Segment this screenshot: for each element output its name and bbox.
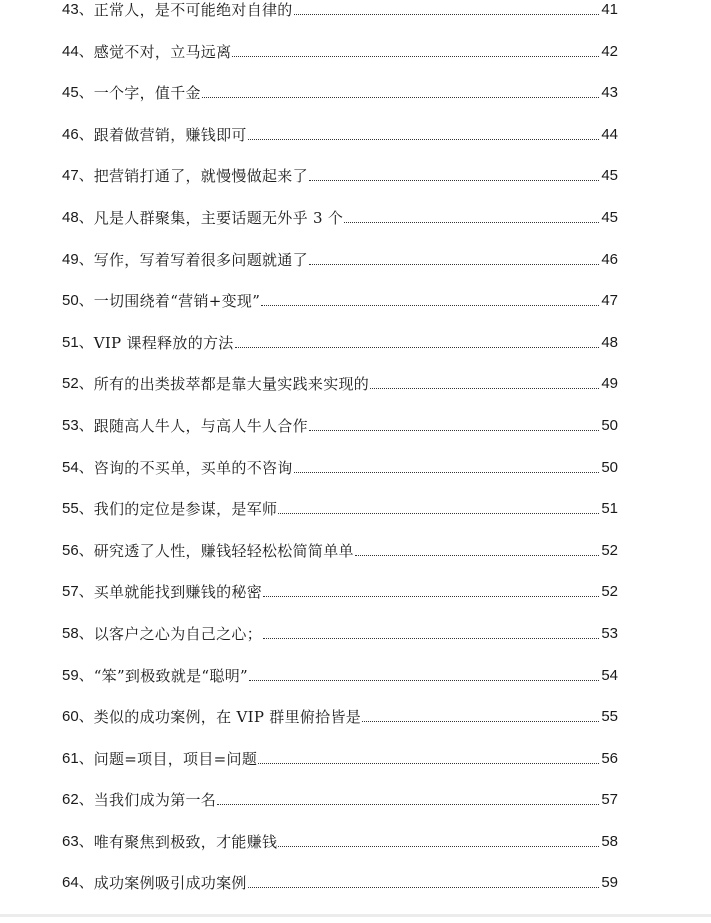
entry-page-number: 45 <box>601 208 618 226</box>
dot-leader <box>309 264 599 265</box>
entry-page-number: 49 <box>601 375 618 393</box>
entry-number: 61、 <box>62 749 94 767</box>
entry-page-number: 51 <box>601 500 618 518</box>
entry-title: 写作，写着写着很多问题就通了 <box>93 250 308 269</box>
entry-number: 43、 <box>62 1 94 18</box>
entry-title: 一个字，值千金 <box>93 84 201 103</box>
dot-leader <box>232 56 599 57</box>
toc-entry[interactable] <box>62 611 618 653</box>
entry-page-number: 41 <box>601 1 618 18</box>
toc-entry[interactable] <box>62 653 618 695</box>
entry-number: 44、 <box>62 42 94 60</box>
dot-leader <box>248 887 600 888</box>
entry-page-number: 54 <box>601 666 618 684</box>
entry-title: 成功案例吸引成功案例 <box>93 874 247 893</box>
toc-entry[interactable] <box>62 154 618 196</box>
dot-leader <box>249 680 599 681</box>
dot-leader <box>258 763 599 764</box>
entry-number: 46、 <box>62 125 94 143</box>
entry-title: 买单就能找到赚钱的秘密 <box>93 583 262 602</box>
entry-title: 研究透了人性，赚钱轻轻松松简简单单 <box>93 541 354 560</box>
entry-title: 跟着做营销，赚钱即可 <box>93 125 247 144</box>
entry-number: 64、 <box>62 874 94 892</box>
entry-title: 把营销打通了，就慢慢做起来了 <box>93 167 308 186</box>
dot-leader <box>278 846 599 847</box>
dot-leader <box>362 721 599 722</box>
entry-number: 48、 <box>62 208 94 226</box>
entry-title: 正常人，是不可能绝对自律的 <box>93 1 293 19</box>
entry-page-number: 55 <box>601 708 618 726</box>
entry-page-number: 57 <box>601 791 618 809</box>
entry-page-number: 48 <box>601 333 618 351</box>
toc-entry[interactable] <box>62 861 618 903</box>
dot-leader <box>294 14 600 15</box>
entry-page-number: 42 <box>601 42 618 60</box>
entry-number: 45、 <box>62 84 94 102</box>
entry-title: 以客户之心为自己之心； <box>93 624 262 643</box>
toc-entry[interactable] <box>62 695 618 737</box>
entry-number: 51、 <box>62 333 94 351</box>
entry-page-number: 47 <box>601 292 618 310</box>
entry-number: 60、 <box>62 708 94 726</box>
dot-leader <box>263 638 599 639</box>
entry-number: 47、 <box>62 167 94 185</box>
dot-leader <box>235 347 600 348</box>
toc-entry[interactable] <box>62 71 618 113</box>
entry-page-number: 46 <box>601 250 618 268</box>
toc-entry[interactable] <box>62 279 618 321</box>
entry-title: 一切围绕着“营销+变现” <box>93 292 261 311</box>
entry-page-number: 44 <box>601 125 618 143</box>
entry-title: 唯有聚焦到极致，才能赚钱 <box>93 832 278 851</box>
dot-leader <box>202 97 600 98</box>
entry-title: 所有的出类拔萃都是靠大量实践来实现的 <box>93 375 370 394</box>
entry-title: “笨”到极致就是“聪明” <box>93 666 248 685</box>
toc-entry[interactable] <box>62 736 618 778</box>
entry-page-number: 43 <box>601 84 618 102</box>
entry-title: 当我们成为第一名 <box>93 791 217 810</box>
dot-leader <box>309 180 599 181</box>
entry-title: VIP 课程释放的方法 <box>93 333 234 352</box>
dot-leader <box>248 139 600 140</box>
entry-title: 感觉不对，立马远离 <box>93 42 232 61</box>
entry-page-number: 52 <box>601 583 618 601</box>
entry-number: 55、 <box>62 500 94 518</box>
entry-number: 50、 <box>62 292 94 310</box>
entry-title: 跟随高人牛人，与高人牛人合作 <box>93 416 308 435</box>
toc-entry[interactable] <box>62 237 618 279</box>
entry-title: 类似的成功案例，在 VIP 群里俯拾皆是 <box>93 708 362 727</box>
entry-page-number: 50 <box>601 416 618 434</box>
toc-entry[interactable] <box>62 29 618 71</box>
dot-leader <box>261 305 599 306</box>
entry-page-number: 56 <box>601 749 618 767</box>
entry-title: 咨询的不买单，买单的不咨询 <box>93 458 293 477</box>
dot-leader <box>217 804 599 805</box>
entry-number: 62、 <box>62 791 94 809</box>
toc-entry[interactable] <box>62 112 618 154</box>
toc-entry[interactable] <box>62 195 618 237</box>
entry-title: 问题=项目，项目=问题 <box>93 749 258 768</box>
dot-leader <box>294 472 600 473</box>
entry-page-number: 45 <box>601 167 618 185</box>
entry-number: 49、 <box>62 250 94 268</box>
entry-page-number: 58 <box>601 832 618 850</box>
entry-number: 52、 <box>62 375 94 393</box>
entry-number: 57、 <box>62 583 94 601</box>
toc-entry[interactable] <box>62 403 618 445</box>
entry-number: 56、 <box>62 541 94 559</box>
toc-entry[interactable] <box>62 362 618 404</box>
entry-number: 58、 <box>62 624 94 642</box>
toc-entry[interactable] <box>62 570 618 612</box>
table-of-contents <box>62 0 618 902</box>
toc-entry[interactable] <box>62 445 618 487</box>
dot-leader <box>309 430 599 431</box>
entry-page-number: 59 <box>601 874 618 892</box>
dot-leader <box>370 388 599 389</box>
dot-leader <box>355 555 600 556</box>
entry-number: 54、 <box>62 458 94 476</box>
entry-page-number: 52 <box>601 541 618 559</box>
dot-leader <box>344 222 599 223</box>
toc-entry[interactable] <box>62 487 618 529</box>
dot-leader <box>263 596 599 597</box>
entry-title: 我们的定位是参谋，是军师 <box>93 500 278 519</box>
toc-entry[interactable] <box>62 0 618 29</box>
dot-leader <box>278 513 599 514</box>
toc-entry[interactable] <box>62 320 618 362</box>
entry-title: 凡是人群聚集，主要话题无外乎 3 个 <box>93 208 344 227</box>
entry-number: 63、 <box>62 832 94 850</box>
entry-number: 53、 <box>62 416 94 434</box>
toc-entry[interactable] <box>62 819 618 861</box>
toc-entry[interactable] <box>62 528 618 570</box>
entry-page-number: 53 <box>601 624 618 642</box>
entry-page-number: 50 <box>601 458 618 476</box>
toc-entry[interactable] <box>62 778 618 820</box>
page-bottom-edge <box>0 914 711 917</box>
entry-number: 59、 <box>62 666 94 684</box>
